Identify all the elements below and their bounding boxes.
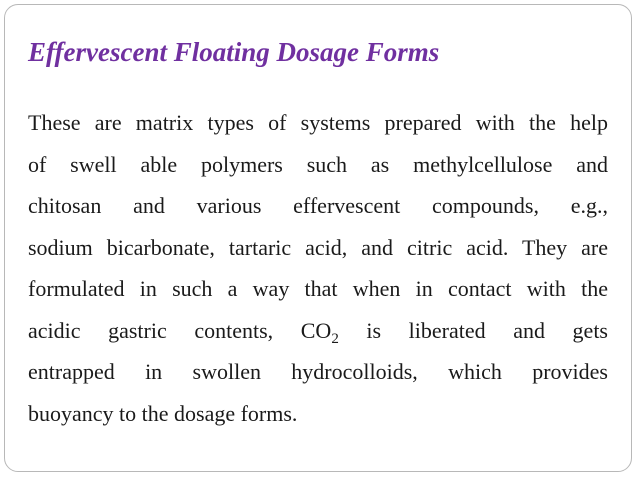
slide-title: Effervescent Floating Dosage Forms xyxy=(28,37,440,67)
body-line-co2-after: is liberated and gets xyxy=(338,317,608,343)
body-line: entrapped in swollen hydrocolloids, which provides xyxy=(28,359,608,384)
body-line-co2 xyxy=(28,310,608,352)
body-line: These are matrix types of systems prepared with the help xyxy=(28,110,608,135)
body-line: formulated in such a way that when in contact with the xyxy=(28,276,608,301)
slide-body-paragraph xyxy=(28,102,608,434)
body-line: chitosan and various effervescent compounds, e.g., xyxy=(28,193,608,218)
body-line-co2-before: acidic gastric contents, CO xyxy=(28,317,332,343)
body-line: sodium bicarbonate, tartaric acid, and citric acid. They are xyxy=(28,234,608,260)
body-line: buoyancy to the dosage forms. xyxy=(28,400,298,426)
co2-subscript: 2 xyxy=(331,330,339,347)
body-line: of swell able polymers such as methylcellulose and xyxy=(28,151,608,177)
